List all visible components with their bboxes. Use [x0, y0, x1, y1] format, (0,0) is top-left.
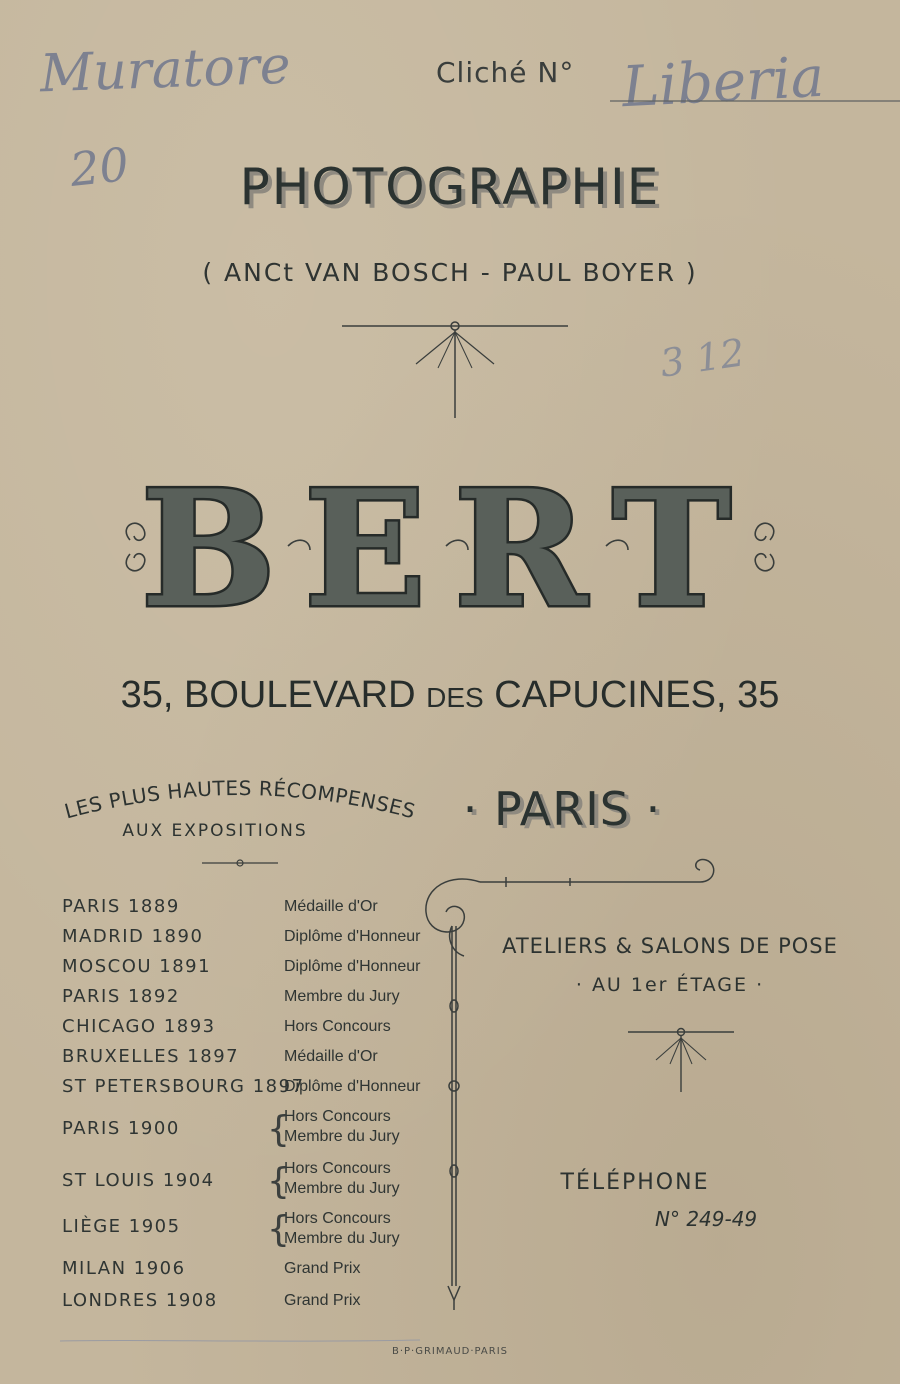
awards-heading-line1: LES PLUS HAUTES RÉCOMPENSES: [61, 775, 419, 824]
award-city: MILAN 1906: [62, 1258, 186, 1279]
award-city: PARIS 1892: [62, 986, 180, 1007]
flourish-ornament-right: [626, 1026, 736, 1096]
handwritten-number: 20: [67, 137, 132, 197]
award-prize-second: Membre du Jury: [284, 1128, 400, 1145]
photographie-heading: PHOTOGRAPHIE: [239, 158, 661, 216]
award-city: PARIS 1900: [62, 1118, 180, 1139]
award-prize: Diplôme d'Honneur: [284, 958, 421, 975]
award-city: CHICAGO 1893: [62, 1016, 216, 1037]
award-prize: Diplôme d'Honneur: [284, 928, 421, 945]
address-number-left: 35,: [120, 674, 174, 716]
award-city: MOSCOU 1891: [62, 956, 212, 977]
award-prize-second: Membre du Jury: [284, 1180, 400, 1197]
award-prize-second: Membre du Jury: [284, 1230, 400, 1247]
award-prize: Hors Concours: [284, 1018, 391, 1035]
small-divider-left: [200, 858, 280, 868]
award-prize: Hors Concours: [284, 1160, 391, 1177]
telephone-number: N° 249-49: [655, 1207, 758, 1231]
brace: {: [267, 1209, 290, 1250]
awards-heading: [40, 760, 440, 850]
award-city: ST PETERSBOURG 1897: [62, 1076, 305, 1097]
cliche-label: Cliché N°: [436, 56, 575, 89]
award-prize: Hors Concours: [284, 1108, 391, 1125]
handwritten-cliche-value: Liberia: [620, 44, 826, 121]
address-boulevard: BOULEVARD: [183, 674, 416, 716]
printer-credit: B·P·GRIMAUD·PARIS: [391, 1346, 509, 1357]
telephone-label: TÉLÉPHONE: [560, 1170, 710, 1195]
cliche-line: [610, 100, 900, 104]
address-des: DES: [426, 682, 484, 713]
flourish-ornament-top: [340, 318, 570, 422]
award-prize: Diplôme d'Honneur: [284, 1078, 421, 1095]
pencil-mark: 3 12: [657, 330, 748, 386]
svg-text:LES PLUS HAUTES RÉCOMPENSES: [62, 776, 418, 824]
address-street: CAPUCINES,: [494, 674, 727, 716]
award-prize: Membre du Jury: [284, 988, 400, 1005]
ateliers-line: ATELIERS & SALONS DE POSE: [502, 934, 838, 958]
award-city: LIÈGE 1905: [62, 1216, 181, 1237]
studio-name: [120, 470, 780, 620]
award-prize: Médaille d'Or: [284, 1048, 378, 1065]
etage-line: · AU 1er ÉTAGE ·: [575, 974, 765, 996]
studio-address: [0, 674, 900, 717]
award-prize: Hors Concours: [284, 1210, 391, 1227]
award-city: LONDRES 1908: [62, 1290, 218, 1311]
studio-name-text: BERT: [140, 470, 760, 620]
brace: {: [267, 1161, 290, 1202]
awards-heading-line2: AUX EXPOSITIONS: [122, 821, 308, 841]
pencil-line-bottom: [60, 1338, 420, 1344]
award-city: PARIS 1889: [62, 896, 180, 917]
award-city: ST LOUIS 1904: [62, 1170, 215, 1191]
award-prize: Médaille d'Or: [284, 898, 378, 915]
handwritten-name: Muratore: [39, 35, 292, 105]
brace: {: [267, 1109, 290, 1150]
predecessors-line: ( ANCt VAN BOSCH - PAUL BOYER ): [202, 258, 698, 287]
address-number-right: 35: [737, 674, 780, 716]
award-prize: Grand Prix: [284, 1292, 361, 1309]
award-city: MADRID 1890: [62, 926, 204, 947]
studio-city: · PARIS ·: [462, 782, 662, 836]
award-prize: Grand Prix: [284, 1260, 361, 1277]
award-city: BRUXELLES 1897: [62, 1046, 240, 1067]
